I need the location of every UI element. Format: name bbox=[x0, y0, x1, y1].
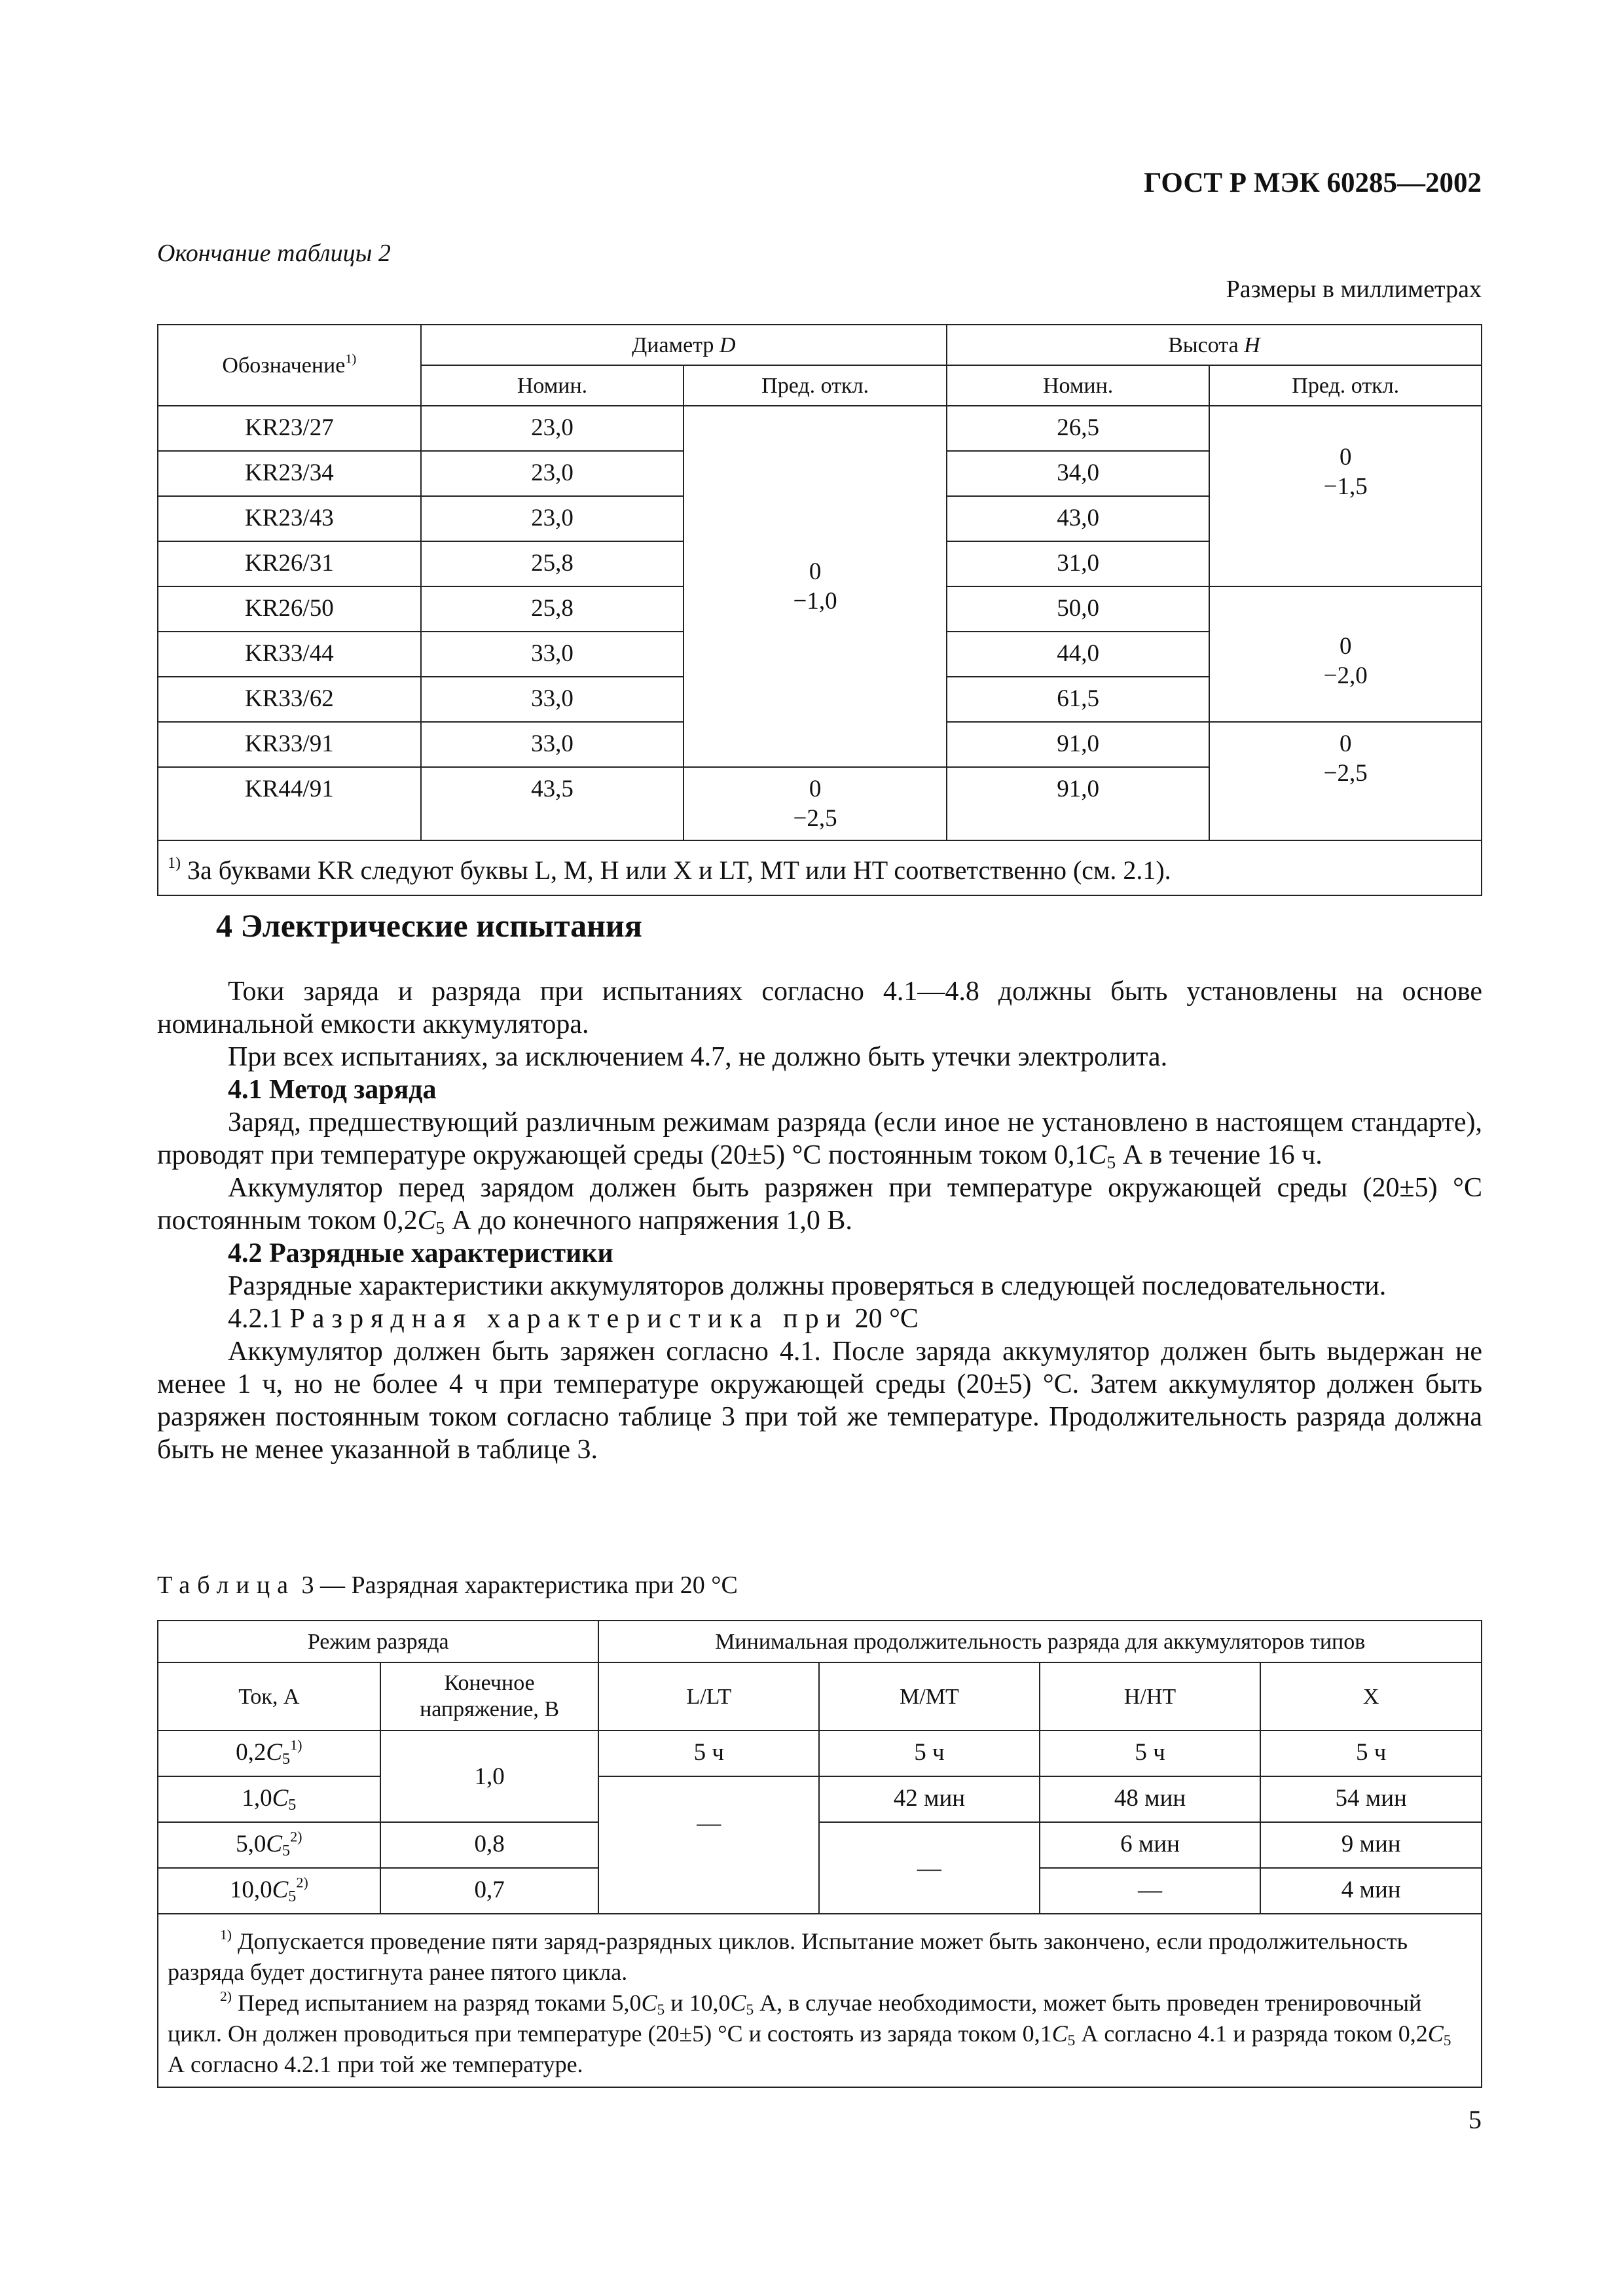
t2-cell: KR26/50 bbox=[158, 586, 421, 632]
subsection-heading: 4.2 Разрядные характеристики bbox=[228, 1238, 613, 1268]
t2-cell: 33,0 bbox=[421, 677, 684, 722]
t3-head-voltage: Конечное напряжение, В bbox=[380, 1662, 599, 1731]
t2-cell: 91,0 bbox=[947, 767, 1210, 840]
t2-cell: 43,5 bbox=[421, 767, 684, 840]
t3-type: H/HT bbox=[1040, 1662, 1261, 1731]
t2-cell: KR26/31 bbox=[158, 541, 421, 586]
t3-cell: 9 мин bbox=[1260, 1822, 1482, 1868]
t3-type: L/LT bbox=[598, 1662, 819, 1731]
t2-h-tol-3: 0 −2,5 bbox=[1209, 722, 1482, 840]
t2-sub-nom: Номин. bbox=[947, 365, 1210, 406]
t2-cell: 34,0 bbox=[947, 451, 1210, 496]
paragraph: Разрядные характеристики аккумуляторов должны проверяться в следующей последовательности. bbox=[228, 1271, 1387, 1301]
table-row bbox=[158, 1822, 1482, 1868]
t2-sub-nom: Номин. bbox=[421, 365, 684, 406]
t2-sub-tol: Пред. откл. bbox=[1209, 365, 1482, 406]
t2-cell: 44,0 bbox=[947, 632, 1210, 677]
paragraph: Аккумулятор должен быть заряжен согласно 4.1. После заряда аккумулятор должен быть выдержан не менее 1 ч, но не более 4 ч при температуре окружающей среды (20±5) °С. Затем аккумулятор должен быть разряжен постоянным током согласно таблице 3 при той же температуре. Продолжительность разряда должна быть не менее указанной в таблице 3. bbox=[157, 1336, 1482, 1465]
t3-footnote-2: $^{2)}$ Перед испытанием на разряд токами $5,0C_5$ и $10,0C_5$ А, в случае необходимости, может быть проведен тренировочный цикл. Он должен проводиться при температуре (20±5) °С и состоять из заряда током $0,1C_5$ А согласно 4.1 и разряда током $0,2C_5$ А согласно 4.2.1 при той же температуре. bbox=[168, 1988, 1451, 2077]
t3-current: $0,2C_5^{1)}$ bbox=[158, 1731, 380, 1776]
table3 bbox=[157, 1620, 1482, 2088]
t3-head-mode: Режим разряда bbox=[158, 1621, 598, 1662]
t2-cell: KR33/44 bbox=[158, 632, 421, 677]
table-row bbox=[158, 1731, 1482, 1776]
t2-cell: 43,0 bbox=[947, 496, 1210, 541]
subsection-heading: 4.1 Метод заряда bbox=[228, 1075, 437, 1105]
t3-dash: — bbox=[819, 1822, 1040, 1914]
t2-h-tol-2: 0 −2,0 bbox=[1209, 586, 1482, 722]
section-body bbox=[157, 975, 1482, 1466]
t2-cell: 33,0 bbox=[421, 632, 684, 677]
t2-cell: 25,8 bbox=[421, 586, 684, 632]
t2-d-tol-group: 0 −1,0 bbox=[684, 406, 947, 767]
t3-cell: 5 ч bbox=[1040, 1731, 1261, 1776]
t3-voltage: 0,7 bbox=[380, 1868, 599, 1914]
t3-cell: 5 ч bbox=[819, 1731, 1040, 1776]
t3-cell: 6 мин bbox=[1040, 1822, 1261, 1868]
t3-current: $10,0C_5^{2)}$ bbox=[158, 1868, 380, 1914]
t2-cell: KR33/62 bbox=[158, 677, 421, 722]
table2 bbox=[157, 324, 1482, 896]
table3-caption: Таблица 3 — Разрядная характеристика при 20 °С bbox=[157, 1571, 738, 1599]
t2-col-designation: Обозначение$^{1)}$ bbox=[158, 325, 421, 406]
paragraph: Заряд, предшествующий различным режимам разряда (если иное не установлено в настоящем стандарте), проводят при температуре окружающей среды (20±5) °С постоянным током $0,1C_5$ А в течение 16 ч. bbox=[157, 1107, 1482, 1172]
t2-cell: KR23/34 bbox=[158, 451, 421, 496]
t2-cell: 23,0 bbox=[421, 451, 684, 496]
t2-cell: 23,0 bbox=[421, 406, 684, 451]
page-number: 5 bbox=[1468, 2105, 1482, 2134]
t3-cell: 5 ч bbox=[598, 1731, 819, 1776]
t3-dash: — bbox=[1040, 1868, 1261, 1914]
t2-cell: 25,8 bbox=[421, 541, 684, 586]
t3-footnotes bbox=[158, 1914, 1482, 2087]
t3-dash: — bbox=[598, 1776, 819, 1914]
t2-cell: 50,0 bbox=[947, 586, 1210, 632]
t2-sub-tol: Пред. откл. bbox=[684, 365, 947, 406]
t3-cell: 54 мин bbox=[1260, 1776, 1482, 1822]
table-row bbox=[158, 406, 1482, 451]
t2-footnote: $^{1)}$ За буквами KR следуют буквы L, M, H или X и LT, MT или HT соответственно (см. 2.1). bbox=[158, 840, 1482, 895]
t2-col-diameter: Диаметр D bbox=[421, 325, 947, 365]
t3-cell: 4 мин bbox=[1260, 1868, 1482, 1914]
paragraph: Токи заряда и разряда при испытаниях согласно 4.1—4.8 должны быть установлены на основе номинальной емкости аккумулятора. bbox=[157, 977, 1482, 1039]
subsubsection-heading: 4.2.1 Разрядная характеристика при 20 °С bbox=[228, 1304, 919, 1334]
t3-cell: 42 мин bbox=[819, 1776, 1040, 1822]
t3-cell: 5 ч bbox=[1260, 1731, 1482, 1776]
t2-cell: KR33/91 bbox=[158, 722, 421, 767]
t2-cell: 33,0 bbox=[421, 722, 684, 767]
t3-type: M/MT bbox=[819, 1662, 1040, 1731]
t2-cell: 61,5 bbox=[947, 677, 1210, 722]
paragraph: Аккумулятор перед зарядом должен быть разряжен при температуре окружающей среды (20±5) °С постоянным током $0,2C_5$ А до конечного напряжения 1,0 В. bbox=[157, 1173, 1482, 1238]
t2-cell: KR44/91 bbox=[158, 767, 421, 840]
table-row bbox=[158, 1776, 1482, 1822]
t2-cell: 23,0 bbox=[421, 496, 684, 541]
t3-current: $1,0C_5$ bbox=[158, 1776, 380, 1822]
t2-cell: 91,0 bbox=[947, 722, 1210, 767]
t3-voltage: 1,0 bbox=[380, 1731, 599, 1822]
standard-header: ГОСТ Р МЭК 60285—2002 bbox=[1144, 168, 1482, 198]
table2-units: Размеры в миллиметрах bbox=[1226, 276, 1482, 303]
t2-cell: KR23/43 bbox=[158, 496, 421, 541]
t2-col-height: Высота H bbox=[947, 325, 1482, 365]
t3-head-min: Минимальная продолжительность разряда для аккумуляторов типов bbox=[598, 1621, 1482, 1662]
t2-cell: 26,5 bbox=[947, 406, 1210, 451]
t2-d-tol-last: 0 −2,5 bbox=[684, 767, 947, 840]
t2-cell: 31,0 bbox=[947, 541, 1210, 586]
t3-current: $5,0C_5^{2)}$ bbox=[158, 1822, 380, 1868]
t3-footnote-1: $^{1)}$ Допускается проведение пяти заряд-разрядных циклов. Испытание может быть закончено, если продолжительность разряда будет достигнута ранее пятого цикла. bbox=[168, 1926, 1408, 1985]
section-title: 4 Электрические испытания bbox=[216, 907, 642, 944]
t2-cell: KR23/27 bbox=[158, 406, 421, 451]
paragraph: При всех испытаниях, за исключением 4.7, не должно быть утечки электролита. bbox=[228, 1042, 1168, 1072]
t3-cell: 48 мин bbox=[1040, 1776, 1261, 1822]
t3-voltage: 0,8 bbox=[380, 1822, 599, 1868]
t3-type: X bbox=[1260, 1662, 1482, 1731]
t3-head-current: Ток, А bbox=[158, 1662, 380, 1731]
t2-h-tol-1: 0 −1,5 bbox=[1209, 406, 1482, 586]
table2-caption: Окончание таблицы 2 bbox=[157, 240, 391, 267]
